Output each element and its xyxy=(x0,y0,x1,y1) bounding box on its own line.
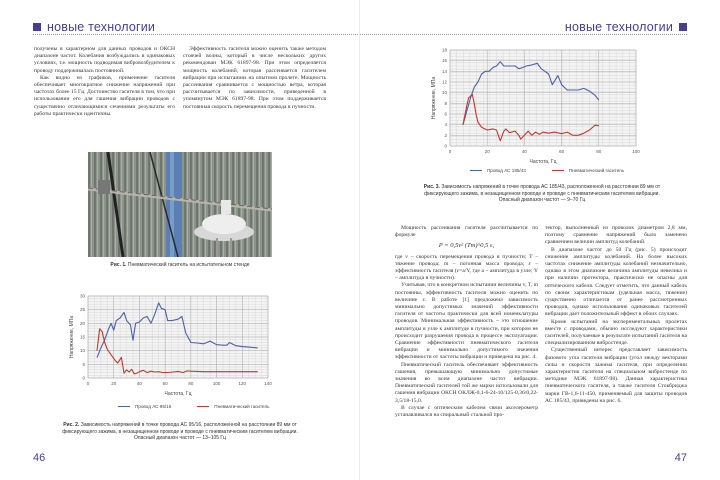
y-tick-label: 12 xyxy=(441,79,447,85)
text-column-1 xyxy=(34,46,175,118)
y-tick-label: 18 xyxy=(441,47,447,53)
caption-text: Зависимость напряжений в точке провода АС 185/43, расположенной на расстоянии 89 мм от фиксирующего зажима, в незащищенном проводе и проводе с пневматическим гасителем вибрации. Опасный диапазон частот — 9–70 Гц xyxy=(424,184,661,204)
y-tick-label: 16 xyxy=(441,58,447,64)
figure3-plot xyxy=(420,44,650,164)
section-header xyxy=(33,20,155,34)
legend-item xyxy=(552,168,624,173)
paragraph: получены в характерном для данных проводов и ОКСН диапазоне частот. Колебания возбуждались в одинаковых условиях, т.е. мощность подводимая вибровозбудителем к проводу поддерживалась постоянной. xyxy=(34,46,175,74)
y-tick-label: 14 xyxy=(441,68,447,74)
figure3-chart xyxy=(420,44,650,169)
section-header xyxy=(565,20,687,34)
y-tick-label: 0 xyxy=(82,375,85,381)
y-tick-label: 20 xyxy=(79,320,85,326)
caption-label: Рис. 3. xyxy=(423,184,440,190)
section-title: новые технологии xyxy=(47,20,156,34)
legend-label: Провод АС 185/43 xyxy=(487,168,526,173)
x-tick-label: 0 xyxy=(448,149,452,154)
x-tick-label: 100 xyxy=(212,381,221,386)
header-rule xyxy=(360,34,687,35)
paragraph: где v – скорость перемещения провода в пучности; T – тяжение провода; m – погонная масса провода; ε – эффективность гасителя (ε=a/Y, где a – амплитуда в узле; Y – амплитуда в пучности). xyxy=(395,253,538,282)
paragraph: В диапазоне частот до 50 Гц (рис. 5) происходит снижение амплитуды колебаний. На более высоких частотах снижение амплитуды колебаний незначительно, однако в этом диапазоне величина амплитуды невелика и при наличии протектора, практически не опасны для оптического кабеля. Следует отметить, что данный кабель по своим характеристикам (удельная масса, тяжение) существенно отличается от ранее рассмотренных проводов, однако использование одинаковых гасителей вибрации дает положительный эффект в обоих случаях. xyxy=(545,246,687,318)
legend-item xyxy=(197,404,269,409)
x-tick-label: 20 xyxy=(111,381,117,386)
x-tick-label: 0 xyxy=(86,381,90,386)
y-tick-label: 6 xyxy=(444,111,447,117)
figure2-chart xyxy=(60,290,300,405)
y-axis-label: Напряжение, МПа xyxy=(431,76,437,120)
y-tick-label: 2 xyxy=(444,132,447,138)
legend-swatch xyxy=(118,406,130,407)
legend-swatch xyxy=(197,406,209,407)
paragraph: Эффективность гасителя можно оценить также методом стоячей волны, который в числе нескольких других рекомендован МЭК 61897-98. При этом определяется мощность колебаний, которая рассеивается гасителем вибрации при испытаниях на опытном пролете. Мощность рассеивания сравнивается с мощностью ветра, которая рассчитывается по зависимости, приведенной в упомянутом МЭК 61897-98. При этом поддерживается постоянная скорость перемещения провода в пучности. xyxy=(183,46,326,110)
caption-label: Рис. 1. xyxy=(110,262,127,268)
legend-label: Пневматический гаситель xyxy=(568,168,625,173)
figure1-caption xyxy=(60,262,300,269)
y-axis-label: Напряжение, МПа xyxy=(69,315,75,359)
x-tick-label: 140 xyxy=(264,381,272,386)
legend-label: Пневматический гаситель xyxy=(214,404,270,409)
y-tick-label: 15 xyxy=(79,334,85,340)
paragraph: В случае с оптическим кабелем связи акселерометр устанавливался на спиральный стальной про- xyxy=(395,404,538,419)
paragraph: Учитывая, что в конкретном испытании величины v, T, m постоянны, эффективность гасителя можно оценить по величине ε. В работе [1] предложена зависимость минимально допустимых значений эффективности гасителя от частоты практически для всей номенклатуры проводов. Минимальная эффективность – это отношение амплитуды в узле к амплитуде в пучности, при котором не происходит разрушения провода в процессе эксплуатации. Сравнение эффективности пневматического гасителя вибрации и минимально допустимого значения эффективности от частоты вибрации и приведена на рис. 4. xyxy=(395,282,538,361)
legend-label: Провод АС 95/16 xyxy=(135,404,172,409)
x-tick-label: 120 xyxy=(238,381,247,386)
y-tick-label: 25 xyxy=(79,307,85,313)
x-tick-label: 80 xyxy=(596,149,602,154)
figure3-caption xyxy=(422,184,662,204)
page-number: 46 xyxy=(33,452,46,464)
x-tick-label: 60 xyxy=(559,149,565,154)
y-tick-label: 5 xyxy=(82,361,85,367)
figure2-legend xyxy=(118,404,270,409)
figure2-plot xyxy=(60,290,300,400)
x-tick-label: 40 xyxy=(521,149,527,154)
y-tick-label: 10 xyxy=(441,90,447,96)
x-axis-label: Частота, Гц xyxy=(164,391,192,397)
header-square-icon xyxy=(679,23,687,31)
paragraph: тектор, выполненный из проволок диаметром 2,8 мм, поэтому сравнение напряжений было заменено сравнением величин амплитуд колебаний. xyxy=(545,225,687,246)
paragraph: Пневматический гаситель обеспечивает эффективность гашения, превышающую минимально допустимые значения во всем диапазоне частот вибрации. Пневматический гасителей той же марки использовали для гашения вибрации ОКСН ОКЛЖ-0,1-6-24-10/125-0,36/0,22-3,5/18-15,0. xyxy=(395,361,538,404)
x-tick-label: 80 xyxy=(188,381,194,386)
paragraph: Существенный интерес представляет зависимость фазового угла гасителя вибрации (угол между векторами силы и скорости зажима гасителя, при определении характеристик гасителя на специальном вибростенде по методике МЭК 61897-98). Данная характеристика пневматического гасителя, а также гасителя Стокбриджа марки ГВ-1,6-11-450, применяемый для защиты проводов АС 185/43, приведены на рис. 6. xyxy=(545,347,687,404)
x-tick-label: 60 xyxy=(162,381,168,386)
header-rule xyxy=(33,34,360,35)
legend-item xyxy=(118,404,171,409)
caption-text: Пневматический гаситель на испытательном стенде xyxy=(127,262,250,268)
text-column-2 xyxy=(183,46,326,111)
right-page xyxy=(360,0,720,480)
x-tick-label: 40 xyxy=(136,381,142,386)
x-axis-label: Частота, Гц xyxy=(529,159,557,165)
header-square-icon xyxy=(33,23,41,31)
paragraph: Мощность рассеивания гасителя рассчитывается по формуле xyxy=(395,225,538,239)
legend-item xyxy=(470,168,526,173)
y-tick-label: 0 xyxy=(444,143,447,149)
formula: P = 0,5v² (Tm)^0,5 ε, xyxy=(438,242,495,250)
section-title: новые технологии xyxy=(564,20,673,34)
paragraph: Кроме испытаний на экспериментальных пролетах вместе с проводами, обычно исследуют характеристики гасителей, получаемые в результате испытаний гасителя на специализированном вибростенде. xyxy=(545,318,687,347)
y-tick-label: 4 xyxy=(444,122,447,128)
x-tick-label: 20 xyxy=(484,149,490,154)
text-column-1 xyxy=(395,225,538,419)
legend-swatch xyxy=(470,170,482,171)
figure2-caption xyxy=(60,422,300,442)
figure1-photo xyxy=(88,152,272,257)
paragraph: Как видно из графиков, применение гасителя обеспечивает многократное снижение напряжений при частотах более 15 Гц. Достоинство гасителя в том, что при использовании его для гашения вибрации проводов с существенно отличающимися сечениями результаты его работы практически идентичны. xyxy=(34,74,175,117)
legend-swatch xyxy=(552,170,564,171)
y-tick-label: 30 xyxy=(79,293,85,299)
y-tick-label: 10 xyxy=(79,348,85,354)
y-tick-label: 8 xyxy=(444,100,447,106)
caption-text: Зависимость напряжений в точке провода АС 95/16, расположенной на расстоянии 89 мм от фиксирующего зажима, в незащищенном проводе и проводе с пневматическим гасителем вибрации. Опасный диапазон частот — 13–105 Гц xyxy=(62,422,298,442)
damper-photo-illustration xyxy=(88,152,272,257)
text-column-2 xyxy=(545,225,687,405)
page-number: 47 xyxy=(674,452,687,464)
figure3-legend xyxy=(470,168,624,173)
x-tick-label: 100 xyxy=(632,149,640,154)
caption-label: Рис. 2. xyxy=(63,422,80,428)
